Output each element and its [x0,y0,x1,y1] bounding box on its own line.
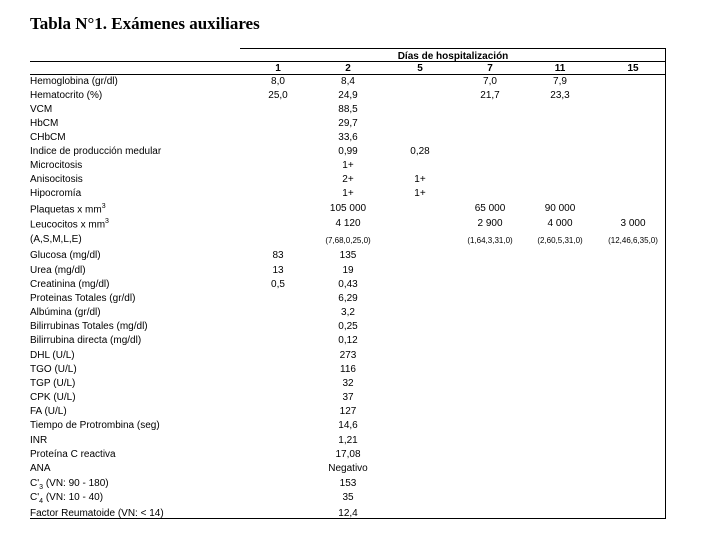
row-label: Albúmina (gr/dl) [30,307,101,318]
row-label: Bilirrubinas Totales (mg/dl) [30,321,148,332]
row-label: ANA [30,463,51,474]
table-cell: 90 000 [544,203,576,214]
table-title: Tabla N°1. Exámenes auxiliares [30,14,260,33]
table-cell: 12,4 [338,508,358,519]
row-label: Bilirrubina directa (mg/dl) [30,335,142,346]
table-cell: 3 000 [620,218,646,229]
column-header-day-5: 5 [417,63,423,74]
row-label: $C'_4$ (VN: 10 - 40) [30,492,104,505]
table-cell: 33,6 [338,132,358,143]
table-cell: 29,7 [338,118,358,129]
table-cell: 19 [342,265,354,276]
row-label: CPK (U/L) [30,392,76,403]
row-label: Factor Reumatoide (VN: < 14) [30,508,164,519]
bottom-rule [30,518,666,519]
table-cell: 24,9 [338,90,358,101]
table-cell: 7,9 [553,76,567,87]
row-label: (A,S,M,L,E) [30,234,82,245]
table-cell: 6,29 [338,293,358,304]
table-cell: 17,08 [335,449,361,460]
row-label: Hematocrito (%) [30,90,103,101]
table-cell: 14,6 [338,420,358,431]
row-label: Proteína C reactiva [30,449,116,460]
row-label: Indice de producción medular [30,146,162,157]
row-label: Hipocromía [30,188,82,199]
row-label: Anisocitosis [30,174,83,185]
table-cell: Negativo [328,463,368,474]
row-label: Microcitosis [30,160,83,171]
table-cell: 8,4 [341,76,355,87]
row-label: DHL (U/L) [30,350,75,361]
table-cell: 65 000 [474,203,506,214]
row-label: Leucocitos x $mm^3$ [30,218,109,231]
table-cell: 13 [272,265,284,276]
row-label: VCM [30,104,53,115]
table-cell: 0,28 [410,146,430,157]
column-header-day-15: 15 [627,63,639,74]
table-cell: 135 [339,250,357,261]
table-cell: 35 [342,492,354,503]
column-header-day-1: 1 [275,63,281,74]
table-cell: 153 [339,478,357,489]
table-cell: 32 [342,378,354,389]
table-cell: 7,0 [483,76,497,87]
row-label: INR [30,435,48,446]
table-cell: 1+ [414,188,426,199]
top-rule [240,48,666,49]
row-label: Creatinina (mg/dl) [30,279,110,290]
table-cell: 37 [342,392,354,403]
table-cell: (1,64,3,31,0) [467,236,513,245]
row-label: Glucosa (mg/dl) [30,250,101,261]
table-cell: 0,5 [271,279,285,290]
row-label: CHbCM [30,132,66,143]
group-header: Días de hospitalización [397,51,509,62]
table-cell: 1,21 [338,435,358,446]
row-label: HbCM [30,118,59,129]
table-cell: 21,7 [480,90,500,101]
table-cell: 0,99 [338,146,358,157]
table-cell: 2 900 [477,218,503,229]
table-cell: 0,12 [338,335,358,346]
table-cell: 8,0 [271,76,285,87]
header-rule [30,61,666,62]
column-header-rule [30,74,666,75]
row-label: Proteinas Totales (gr/dl) [30,293,136,304]
table-cell: 0,25 [338,321,358,332]
table-cell: 1+ [342,188,354,199]
row-label: TGO (U/L) [30,364,77,375]
table-cell: 3,2 [341,307,355,318]
table-cell: 88,5 [338,104,358,115]
table-cell: 4 000 [547,218,573,229]
table-cell: 273 [339,350,357,361]
row-label: Plaquetas x $mm^3$ [30,203,106,216]
table-cell: 23,3 [550,90,570,101]
table-cell: (12,46,6,35,0) [608,236,658,245]
table-cell: 0,43 [338,279,358,290]
table-cell: 1+ [342,160,354,171]
table-cell: (7,68,0,25,0) [325,236,371,245]
row-label: TGP (U/L) [30,378,76,389]
table-cell: 105 000 [329,203,367,214]
row-label: $C'_3$ (VN: 90 - 180) [30,478,109,491]
table-cell: 116 [340,364,356,375]
table-cell: 2+ [342,174,354,185]
table-cell: (2,60,5,31,0) [537,236,583,245]
row-label: Urea (mg/dl) [30,265,86,276]
right-rule [665,48,666,519]
row-label: Hemoglobina (gr/dl) [30,76,118,87]
column-header-day-11: 11 [554,63,566,74]
table-cell: 4 120 [335,218,361,229]
table-cell: 25,0 [268,90,288,101]
table-cell: 127 [339,406,357,417]
column-header-day-2: 2 [345,63,351,74]
row-label: Tiempo de Protrombina (seg) [30,420,160,431]
table-cell: 83 [272,250,284,261]
row-label: FA (U/L) [30,406,67,417]
table-cell: 1+ [414,174,426,185]
column-header-day-7: 7 [487,63,493,74]
